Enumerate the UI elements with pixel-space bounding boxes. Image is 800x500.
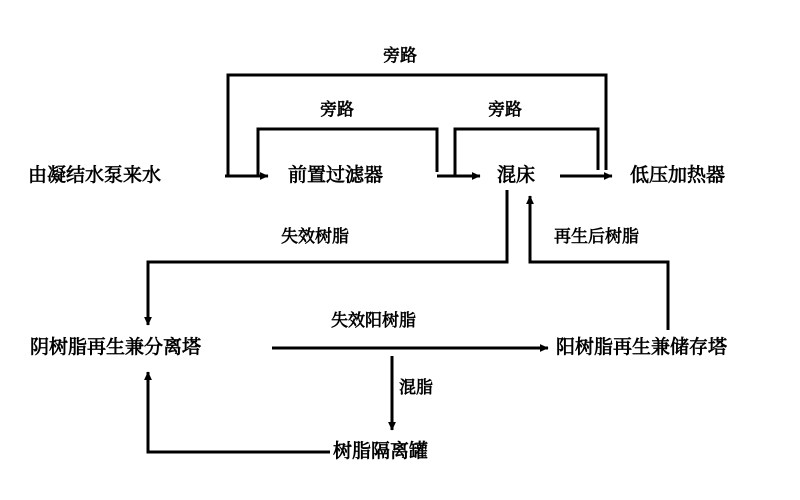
node-anion-tower: 阴树脂再生兼分离塔 [30,337,202,358]
label-spent-resin: 失效树脂 [281,227,349,246]
edge-spent-resin-to-anion-tower [148,190,507,325]
node-mixedbed: 混床 [497,165,536,186]
node-source: 由凝结水泵来水 [28,165,162,186]
node-resin-tank: 树脂隔离罐 [333,441,429,462]
label-bypass-top: 旁路 [383,46,417,65]
edge-regenerated-resin-to-mixedbed [530,196,668,330]
edge-resin-tank-to-anion-tower [148,372,330,452]
node-prefilter: 前置过滤器 [288,165,384,186]
label-bypass-mixedbed: 旁路 [488,100,522,119]
edge-bypass-top [228,75,606,176]
label-bypass-prefilter: 旁路 [320,100,354,119]
node-cation-tower: 阳树脂再生兼储存塔 [556,337,728,358]
label-mixed-resin: 混脂 [399,378,433,397]
node-lpheater: 低压加热器 [630,165,726,186]
label-regenerated-resin: 再生后树脂 [554,227,639,246]
label-spent-cation-resin: 失效阳树脂 [331,311,416,330]
